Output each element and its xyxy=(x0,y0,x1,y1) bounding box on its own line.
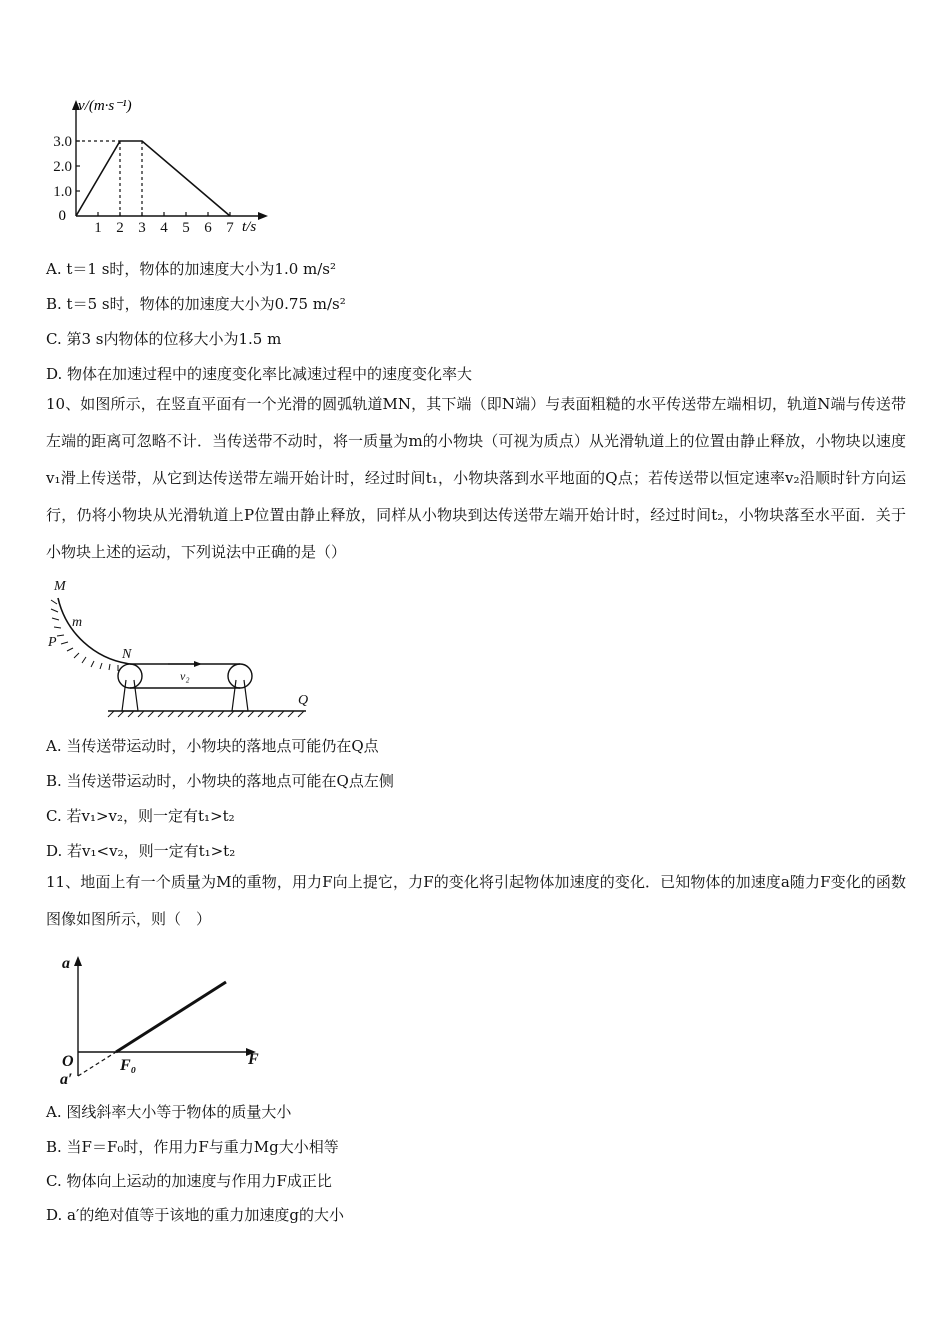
label-F0: F₀ xyxy=(120,1057,137,1074)
v-axis-label: v/(m·s⁻¹) xyxy=(78,98,132,114)
x-tick-label: 7 xyxy=(226,220,234,236)
x-tick-label: 4 xyxy=(160,220,168,236)
q11-option-b: B. 当F＝F₀时，作用力F与重力Mg大小相等 xyxy=(46,1138,339,1156)
ground-hatching xyxy=(108,711,304,717)
a-axis-arrow xyxy=(74,956,82,966)
x-tick-label: 6 xyxy=(204,220,212,236)
a-F-line xyxy=(116,982,226,1052)
y-tick-label: 2.0 xyxy=(53,159,72,175)
q10-option-c: C. 若v₁>v₂，则一定有t₁>t₂ xyxy=(46,807,235,825)
y-tick-label: 3.0 xyxy=(53,134,72,150)
q9-option-b: B. t＝5 s时，物体的加速度大小为0.75 m/s² xyxy=(46,295,346,313)
acceleration-force-graph xyxy=(50,948,280,1088)
x-tick-label: 2 xyxy=(116,220,124,236)
t-axis-label: t/s xyxy=(242,219,257,235)
x-tick-label: 5 xyxy=(182,220,190,236)
q11-stem: 11、地面上有一个质量为M的重物，用力F向上提它，力F的变化将引起物体加速度的变化．已知物体的加速度a随力F变化的函数图像如图所示，则（ ） xyxy=(46,873,906,928)
extension-dashed xyxy=(78,1052,116,1076)
q11-option-a: A. 图线斜率大小等于物体的质量大小 xyxy=(46,1103,292,1121)
q11-option-c: C. 物体向上运动的加速度与作用力F成正比 xyxy=(46,1172,332,1190)
q10-option-a: A. 当传送带运动时，小物块的落地点可能仍在Q点 xyxy=(46,737,379,755)
q11-option-d: D. a′的绝对值等于该地的重力加速度g的大小 xyxy=(46,1206,344,1224)
left-pulley xyxy=(118,664,142,688)
label-F: F xyxy=(248,1051,259,1068)
x-tick-label: 1 xyxy=(94,220,102,236)
label-a: a xyxy=(62,955,70,972)
q9-option-a: A. t＝1 s时，物体的加速度大小为1.0 m/s² xyxy=(46,260,337,278)
label-O: O xyxy=(62,1053,74,1070)
label-P: P xyxy=(48,635,57,650)
velocity-curve xyxy=(76,141,230,216)
q10-option-d: D. 若v₁<v₂，则一定有t₁>t₂ xyxy=(46,842,236,860)
label-N: N xyxy=(122,647,132,662)
arc-track xyxy=(58,598,130,664)
label-m: m xyxy=(72,615,83,630)
v2-arrow-head xyxy=(194,661,202,667)
q9-option-d: D. 物体在加速过程中的速度变化率比减速过程中的速度变化率大 xyxy=(46,365,473,383)
right-pulley xyxy=(228,664,252,688)
origin-label: 0 xyxy=(58,208,66,224)
label-Q: Q xyxy=(298,693,309,708)
label-a-prime: a′ xyxy=(60,1071,73,1088)
label-M: M xyxy=(54,579,66,594)
x-tick-label: 3 xyxy=(138,220,146,236)
conveyor-belt-figure xyxy=(44,576,324,721)
label-v2: v₂ xyxy=(180,669,190,683)
t-axis-arrow xyxy=(258,212,268,220)
q9-option-c: C. 第3 s内物体的位移大小为1.5 m xyxy=(46,330,282,348)
velocity-time-graph xyxy=(40,92,280,242)
y-tick-label: 1.0 xyxy=(53,184,72,200)
q10-stem: 10、如图所示，在竖直平面有一个光滑的圆弧轨道MN，其下端（即N端）与表面粗糙的水平传送带左端相切，轨道N端与传送带左端的距离可忽略不计．当传送带不动时，将一质量为m的小物块（可视为质点）从光滑轨道上的位置由静止释放，小物块以速度v₁滑上传送带，从它到达传送带左端开始计时，经过时间t₁，小物块落到水平地面的Q点；若传送带以恒定速率v₂沿顺时针方向运行，仍将小物块从光滑轨道上P位置由静止释放，同样从小物块到达传送带左端开始计时，经过时间t₂，小物块落至水平面．关于小物块上述的运动，下列说法中正确的是（） xyxy=(46,395,906,561)
q10-option-b: B. 当传送带运动时，小物块的落地点可能在Q点左侧 xyxy=(46,772,394,790)
